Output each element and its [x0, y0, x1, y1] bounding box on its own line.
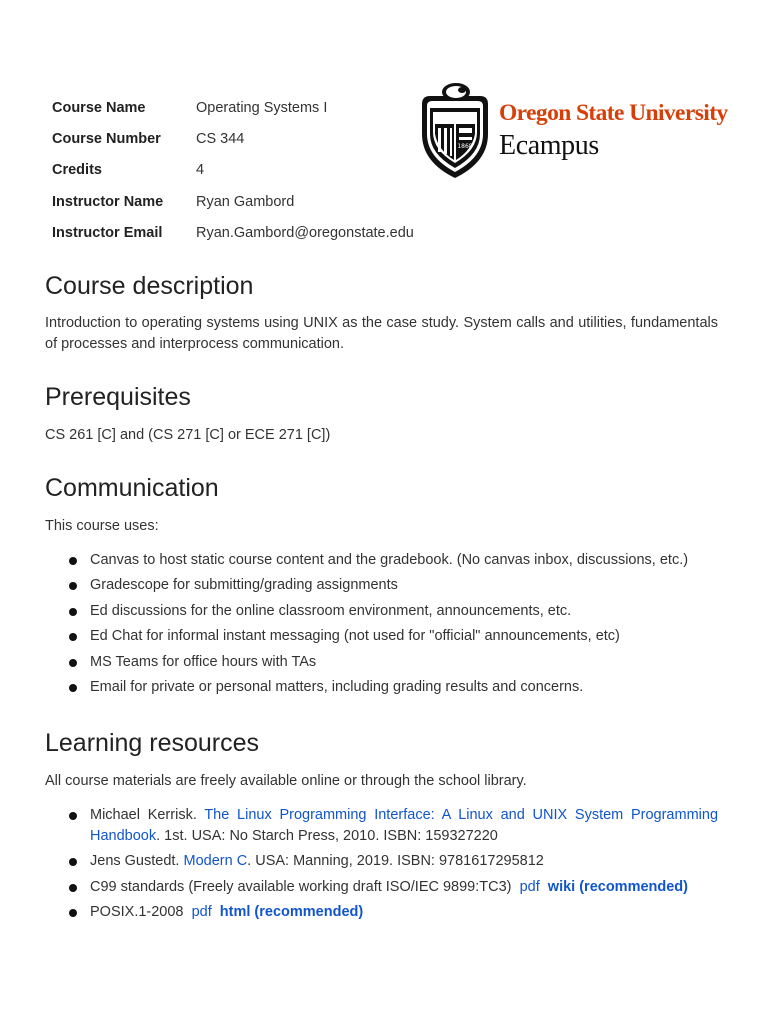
- c99-wiki-link[interactable]: wiki (recommended): [547, 878, 688, 895]
- instructor-email-label: Instructor Email: [52, 224, 163, 241]
- resources-list: [45, 805, 718, 928]
- resource-text: C99 standards (Freely available working draft ISO/IEC 9899:TC3): [90, 878, 512, 895]
- resource-details: . USA: Manning, 2019. ISBN: 9781617295812: [247, 853, 544, 870]
- course-name-label: Course Name: [52, 99, 146, 116]
- ecampus-wordmark: Ecampus: [499, 130, 599, 161]
- prerequisites-heading: Prerequisites: [45, 383, 191, 411]
- instructor-name-label: Instructor Name: [52, 193, 164, 210]
- svg-text:1868: 1868: [457, 143, 473, 150]
- linux-programming-interface-link[interactable]: The Linux Programming Interface: A Linux and UNIX System Programming Handbook: [90, 807, 719, 844]
- modern-c-link[interactable]: Modern C: [183, 853, 248, 870]
- instructor-email-value: Ryan.Gambord@oregonstate.edu: [196, 224, 414, 241]
- list-item: Canvas to host static course content and the gradebook. (No canvas inbox, discussions, etc.): [45, 548, 718, 573]
- instructor-name-value: Ryan Gambord: [196, 193, 295, 210]
- list-item: Gradescope for submitting/grading assignments: [45, 573, 718, 598]
- university-wordmark: Oregon State University: [499, 100, 728, 126]
- osu-seal-icon: [416, 82, 494, 182]
- list-item: Ed Chat for informal instant messaging (not used for "official" announcements, etc): [45, 624, 718, 649]
- communication-heading: Communication: [45, 474, 219, 502]
- resource-author: Jens Gustedt.: [90, 853, 184, 870]
- course-description-text: Introduction to operating systems using UNIX as the case study. System calls and utilities, fundamentals of processes and interprocess communication.: [45, 315, 718, 352]
- credits-label: Credits: [52, 162, 102, 179]
- learning-resources-heading: Learning resources: [45, 729, 260, 757]
- communication-list: [45, 548, 718, 700]
- course-info-row: [52, 186, 414, 217]
- osu-ecampus-logo: [416, 82, 726, 182]
- communication-intro: This course uses:: [45, 518, 159, 534]
- course-description-heading: Course description: [45, 272, 254, 300]
- list-item: MS Teams for office hours with TAs: [45, 650, 718, 675]
- course-info-row: [52, 123, 414, 154]
- learning-resources-intro: All course materials are freely available online or through the school library.: [45, 773, 527, 789]
- course-number-value: CS 344: [196, 130, 245, 147]
- list-item: [45, 877, 718, 898]
- list-item: [45, 902, 718, 923]
- posix-pdf-link[interactable]: pdf: [191, 904, 212, 921]
- credits-value: 4: [196, 162, 205, 179]
- course-info-row: [52, 217, 414, 248]
- course-info-row: [52, 92, 414, 123]
- list-item: Email for private or personal matters, including grading results and concerns.: [45, 675, 718, 700]
- course-number-label: Course Number: [52, 130, 161, 147]
- resource-text: POSIX.1-2008: [90, 904, 184, 921]
- resource-details: . 1st. USA: No Starch Press, 2010. ISBN: 159327220: [156, 828, 498, 844]
- list-item: Ed discussions for the online classroom environment, announcements, etc.: [45, 599, 718, 624]
- c99-pdf-link[interactable]: pdf: [519, 878, 540, 895]
- course-info-table: [52, 92, 414, 248]
- list-item: [45, 805, 718, 847]
- course-info-row: [52, 155, 414, 186]
- resource-author: Michael Kerrisk.: [90, 807, 205, 823]
- list-item: [45, 851, 718, 872]
- prerequisites-text: CS 261 [C] and (CS 271 [C] or ECE 271 [C]): [45, 427, 331, 443]
- course-name-value: Operating Systems I: [196, 99, 328, 116]
- posix-html-link[interactable]: html (recommended): [219, 904, 364, 921]
